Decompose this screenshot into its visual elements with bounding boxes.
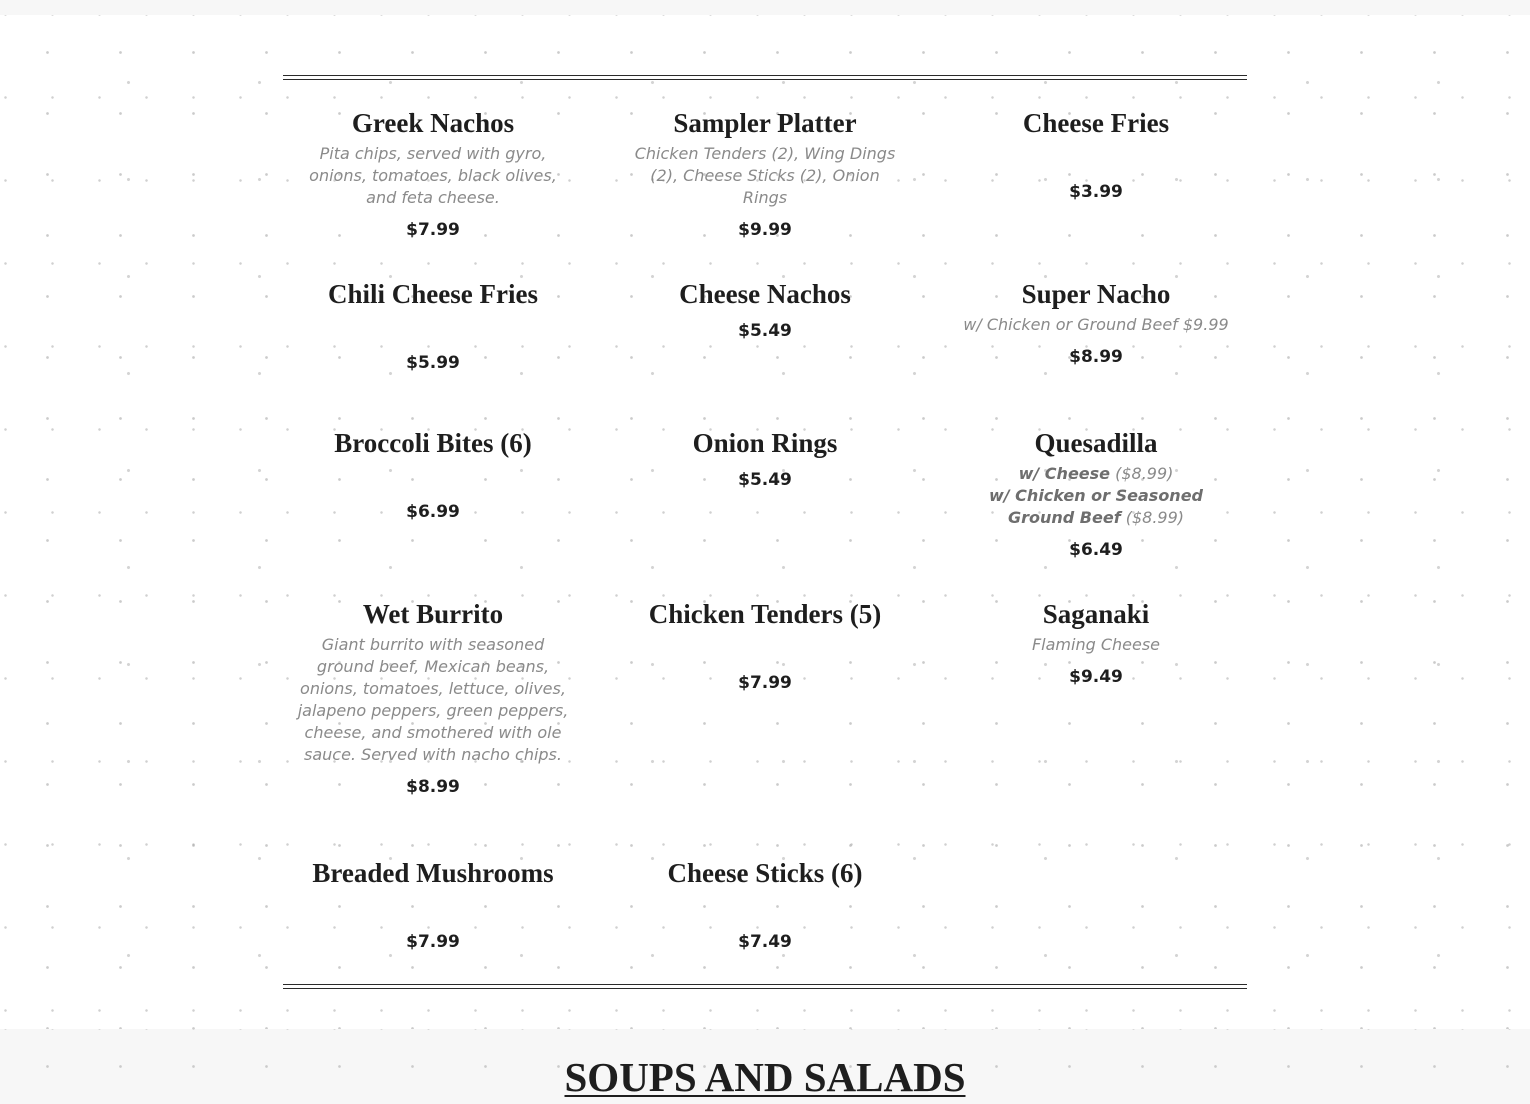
item-price: $8.99 [1069,347,1123,367]
item-name: Cheese Fries [1022,108,1170,138]
item-name: Onion Rings [692,428,838,458]
item-price: $7.99 [406,220,460,240]
top-strip [0,0,1530,15]
section-heading-soups-and-salads: SOUPS AND SALADS [564,1054,966,1100]
item-price: $9.49 [1069,667,1123,687]
item-price: $8.99 [406,777,460,797]
item-name: Greek Nachos [351,108,515,138]
item-price: $9.99 [738,220,792,240]
item-price: $5.49 [738,321,792,341]
menu-item-chili-cheese-fries [288,278,578,374]
option-price: ($8.99) [1120,508,1185,527]
item-price: $6.99 [406,502,460,522]
item-price: $7.49 [738,932,792,952]
menu-item-onion-rings [620,427,910,491]
item-description: Pita chips, served with gyro, onions, tomatoes, black olives, and feta cheese. [309,144,557,207]
item-price: $7.99 [738,673,792,693]
menu-item-super-nacho [951,278,1241,368]
appetizers-menu [283,75,1247,989]
item-name: Chicken Tenders (5) [648,599,882,629]
item-price: $6.49 [1069,540,1123,560]
item-name: Quesadilla [1034,428,1158,458]
item-name: Breaded Mushrooms [312,858,554,888]
item-description [959,463,1233,529]
menu-item-quesadilla [951,427,1241,561]
menu-item-wet-burrito [288,598,578,798]
menu-item-breaded-mushrooms [288,857,578,953]
item-name: Wet Burrito [362,599,504,629]
menu-item-cheese-fries [951,107,1241,203]
menu-item-broccoli-bites [288,427,578,523]
menu-item-sampler-platter [620,107,910,241]
item-price: $3.99 [1069,182,1123,202]
item-description: Giant burrito with seasoned ground beef, Mexican beans, onions, tomatoes, lettuce, olives, jalapeno peppers, green peppers, cheese, and smothered with ole sauce. Served with nacho chips. [297,635,569,764]
menu-item-chicken-tenders [620,598,910,694]
menu-item-cheese-nachos [620,278,910,342]
menu-item-cheese-sticks [620,857,910,953]
item-description: w/ Chicken or Ground Beef $9.99 [963,315,1229,334]
item-description: Flaming Cheese [1031,635,1161,654]
menu-item-greek-nachos [288,107,578,241]
item-price: $5.49 [738,470,792,490]
item-price: $5.99 [406,353,460,373]
item-name: Chili Cheese Fries [328,279,538,309]
top-double-rule [283,75,1247,80]
item-name: Sampler Platter [673,108,857,138]
menu-item-saganaki [951,598,1241,688]
item-description: Chicken Tenders (2), Wing Dings (2), Cheese Sticks (2), Onion Rings [634,144,896,207]
item-name: Saganaki [1042,599,1150,629]
quesadilla-option-cheese [959,463,1233,485]
item-name: Cheese Sticks (6) [667,858,863,888]
item-price: $7.99 [406,932,460,952]
item-name: Cheese Nachos [679,279,851,309]
item-name: Broccoli Bites (6) [334,428,532,458]
bottom-double-rule [283,984,1247,989]
option-price: ($8.99) [1110,464,1174,483]
option-label: w/ Chicken or Seasoned Ground Beef [988,486,1203,527]
quesadilla-option-meat [959,485,1233,529]
item-name: Super Nacho [1021,279,1171,309]
option-label: w/ Cheese [1018,464,1111,483]
